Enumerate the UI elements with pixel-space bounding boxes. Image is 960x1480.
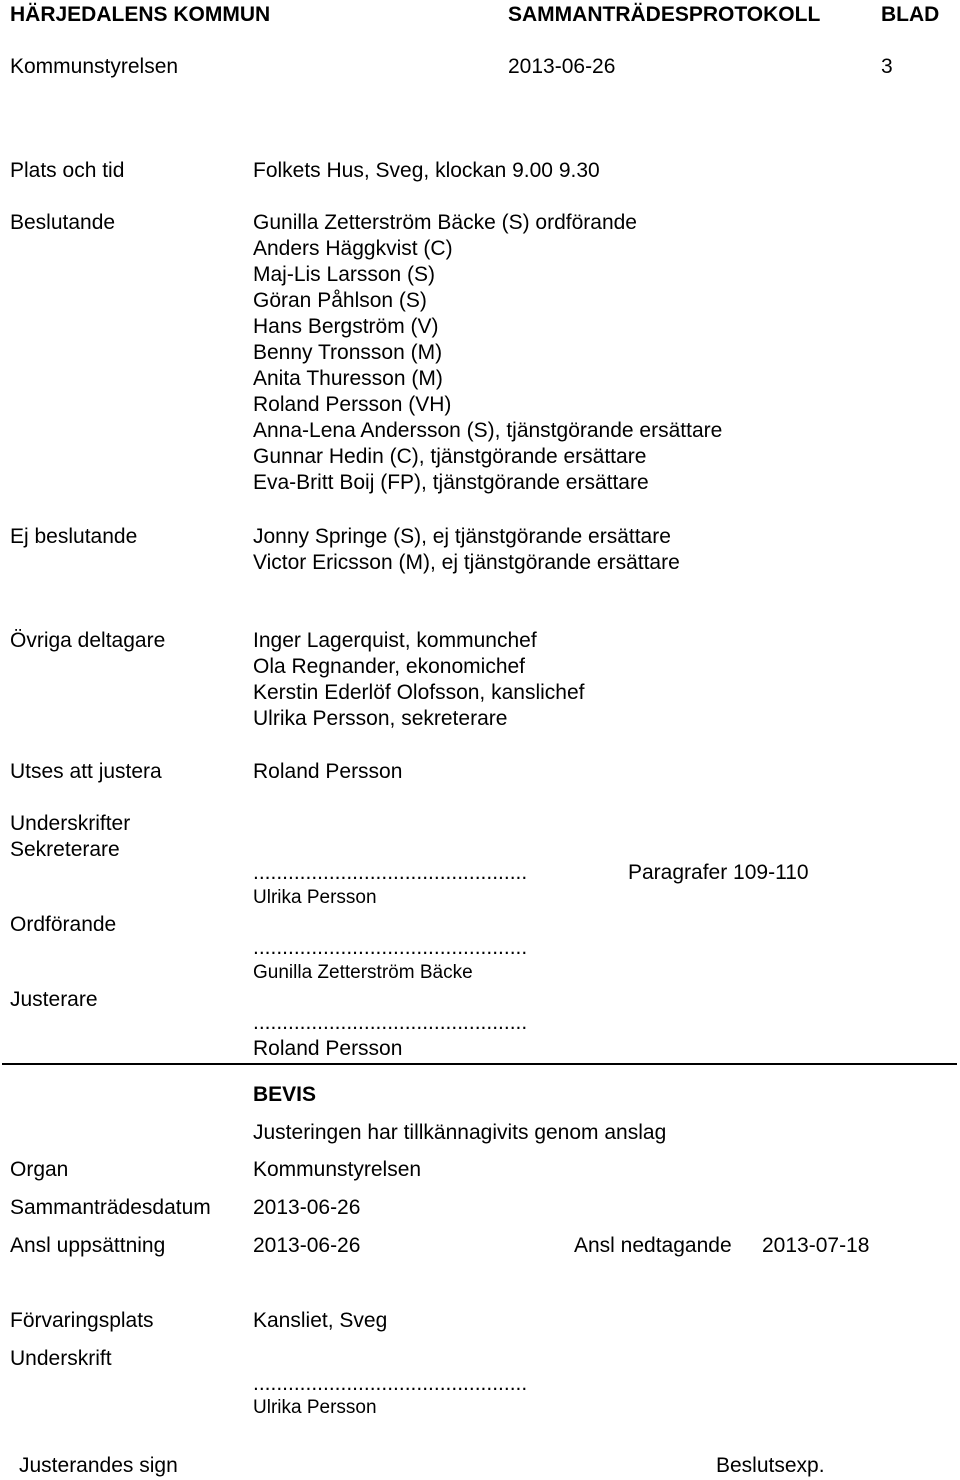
- footer-initials-label: Justerandes sign: [19, 1454, 178, 1477]
- paragraphs: Paragrafer 109-110: [628, 861, 809, 884]
- list-item: Gunnar Hedin (C), tjänstgörande ersättare: [253, 445, 647, 468]
- list-item: Benny Tronsson (M): [253, 341, 443, 364]
- list-item: Anna-Lena Andersson (S), tjänstgörande ersättare: [253, 419, 723, 442]
- list-item: Victor Ericsson (M), ej tjänstgörande ersättare: [253, 551, 680, 574]
- meeting-date-value: 2013-06-26: [253, 1196, 361, 1219]
- secretary-signature-line: ...............................................: [253, 861, 528, 884]
- adjuster-value: Roland Persson: [253, 760, 403, 783]
- others-list: [253, 628, 585, 732]
- list-item: Gunilla Zetterström Bäcke (S) ordförande: [253, 211, 637, 234]
- signatures-heading: Underskrifter: [10, 812, 131, 835]
- deciding-label: Beslutande: [10, 211, 116, 234]
- secretary-label: Sekreterare: [10, 838, 120, 861]
- list-item: Eva-Britt Boij (FP), tjänstgörande ersättare: [253, 471, 649, 494]
- chair-signature-line: ...............................................: [253, 936, 528, 959]
- place-value: Folkets Hus, Sveg, klockan 9.00 9.30: [253, 159, 600, 182]
- sheet-label: BLAD: [881, 3, 940, 26]
- document-type: SAMMANTRÄDESPROTOKOLL: [508, 3, 821, 26]
- list-item: Roland Persson (VH): [253, 393, 452, 416]
- sheet-number: 3: [881, 55, 893, 78]
- section-divider: [2, 1063, 957, 1065]
- removed-label: Ansl nedtagande: [574, 1234, 732, 1257]
- list-item: Anders Häggkvist (C): [253, 237, 453, 260]
- footer-dispatch-label: Beslutsexp.: [716, 1454, 825, 1477]
- storage-value: Kansliet, Sveg: [253, 1309, 388, 1332]
- organ-label: Organ: [10, 1158, 69, 1181]
- list-item: Jonny Springe (S), ej tjänstgörande ersättare: [253, 525, 671, 548]
- non-deciding-label: Ej beslutande: [10, 525, 138, 548]
- chair-name: Gunilla Zetterström Bäcke: [253, 962, 473, 983]
- list-item: Göran Påhlson (S): [253, 289, 427, 312]
- signature-adjuster-name: Roland Persson: [253, 1037, 403, 1060]
- meeting-date-label: Sammanträdesdatum: [10, 1196, 211, 1219]
- municipality-name: HÄRJEDALENS KOMMUN: [10, 3, 271, 26]
- list-item: Hans Bergström (V): [253, 315, 439, 338]
- posted-value: 2013-06-26: [253, 1234, 361, 1257]
- deciding-list: [253, 210, 722, 496]
- others-label: Övriga deltagare: [10, 629, 166, 652]
- proof-signature-name: Ulrika Persson: [253, 1397, 377, 1418]
- organ-value: Kommunstyrelsen: [253, 1158, 422, 1181]
- proof-statement: Justeringen har tillkännagivits genom anslag: [253, 1121, 667, 1144]
- proof-signature-line: ...............................................: [253, 1372, 528, 1395]
- place-label: Plats och tid: [10, 159, 125, 182]
- signature-label: Underskrift: [10, 1347, 112, 1370]
- storage-label: Förvaringsplats: [10, 1309, 154, 1332]
- list-item: Maj-Lis Larsson (S): [253, 263, 436, 286]
- non-deciding-list: [253, 524, 680, 576]
- signature-adjuster-label: Justerare: [10, 988, 98, 1011]
- removed-value: 2013-07-18: [762, 1234, 870, 1257]
- board-name: Kommunstyrelsen: [10, 55, 179, 78]
- meeting-date: 2013-06-26: [508, 55, 616, 78]
- adjuster-label: Utses att justera: [10, 760, 162, 783]
- posted-label: Ansl uppsättning: [10, 1234, 166, 1257]
- list-item: Anita Thuresson (M): [253, 367, 443, 390]
- chair-label: Ordförande: [10, 913, 117, 936]
- list-item: Inger Lagerquist, kommunchef: [253, 629, 537, 652]
- list-item: Ola Regnander, ekonomichef: [253, 655, 526, 678]
- list-item: Kerstin Ederlöf Olofsson, kanslichef: [253, 681, 585, 704]
- secretary-name: Ulrika Persson: [253, 887, 377, 908]
- adjuster-signature-line: ...............................................: [253, 1011, 528, 1034]
- proof-title: BEVIS: [253, 1083, 317, 1106]
- list-item: Ulrika Persson, sekreterare: [253, 707, 508, 730]
